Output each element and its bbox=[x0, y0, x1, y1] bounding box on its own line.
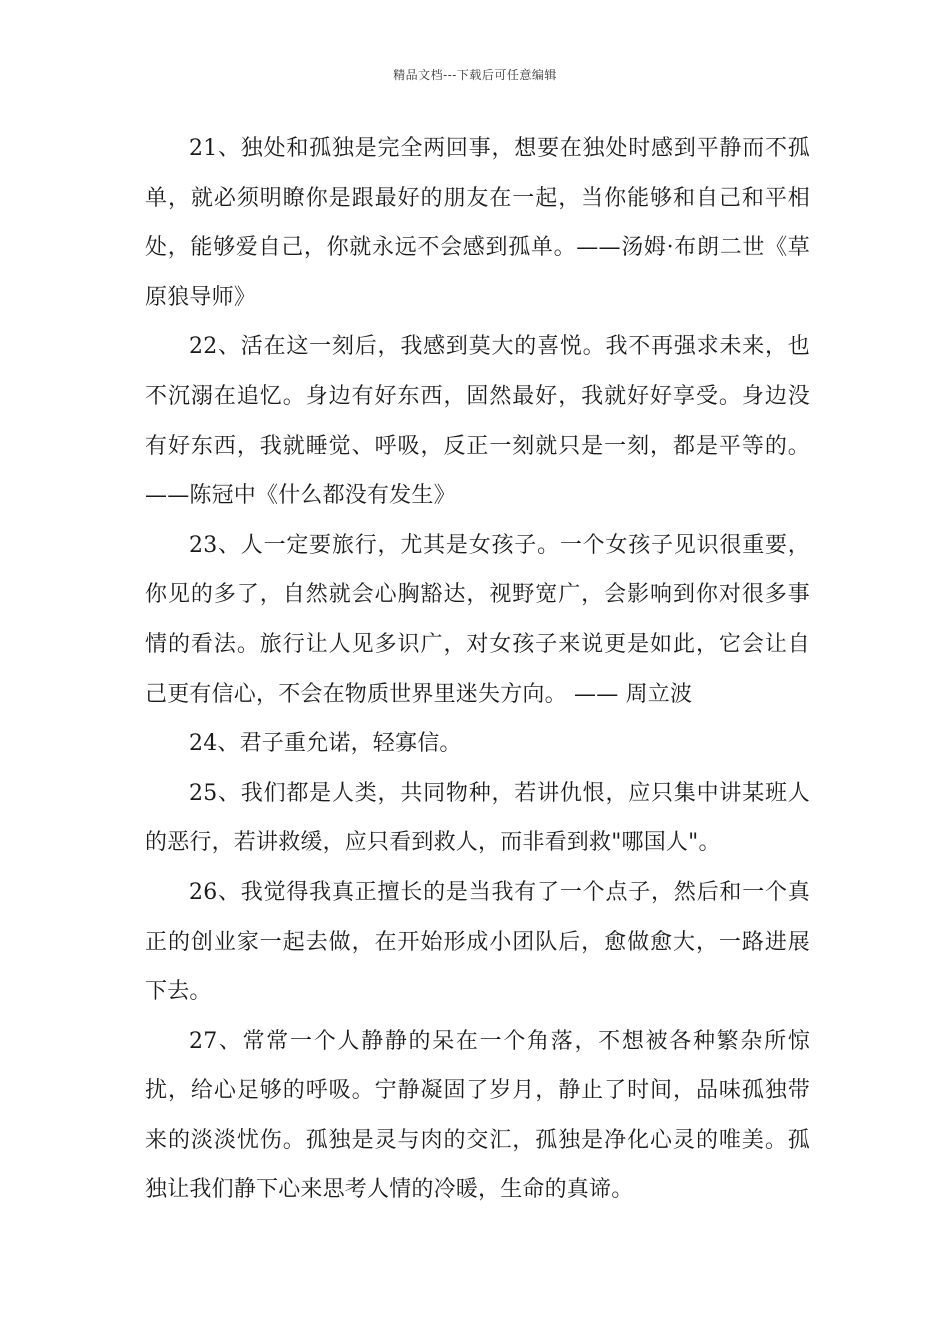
paragraph-22: 22、活在这一刻后，我感到莫大的喜悦。我不再强求未来，也不沉溺在追忆。身边有好东西，固然最好，我就好好享受。身边没有好东西，我就睡觉、呼吸，反正一刻就只是一刻，都是平等的。——陈冠中《什么都没有发生》 bbox=[145, 334, 810, 509]
paragraph-21: 21、独处和孤独是完全两回事，想要在独处时感到平静而不孤单，就必须明瞭你是跟最好的朋友在一起，当你能够和自己和平相处，能够爱自己，你就永远不会感到孤单。——汤姆·布朗二世《草原狼导师》 bbox=[145, 136, 810, 310]
page-header: 精品文档---下载后可任意编辑 bbox=[393, 68, 557, 82]
document-body bbox=[145, 124, 810, 1215]
paragraph-27: 27、常常一个人静静的呆在一个角落，不想被各种繁杂所惊扰，给心足够的呼吸。宁静凝固了岁月，静止了时间，品味孤独带来的淡淡忧伤。孤独是灵与肉的交汇，孤独是净化心灵的唯美。孤独让我们静下心来思考人情的冷暖，生命的真谛。 bbox=[145, 1028, 810, 1203]
paragraph-26: 26、我觉得我真正擅长的是当我有了一个点子，然后和一个真正的创业家一起去做，在开始形成小团队后，愈做愈大，一路进展下去。 bbox=[145, 879, 810, 1005]
paragraph-25: 25、我们都是人类，共同物种，若讲仇恨，应只集中讲某班人的恶行，若讲救缓，应只看到救人，而非看到救"哪国人"。 bbox=[145, 780, 810, 856]
paragraph-24: 24、君子重允诺，轻寡信。 bbox=[189, 731, 462, 757]
paragraph-23: 23、人一定要旅行，尤其是女孩子。一个女孩子见识很重要，你见的多了，自然就会心胸豁达，视野宽广，会影响到你对很多事情的看法。旅行让人见多识广，对女孩子来说更是如此，它会让自己更有信心，不会在物质世界里迷失方向。 —— 周立波 bbox=[145, 532, 810, 707]
